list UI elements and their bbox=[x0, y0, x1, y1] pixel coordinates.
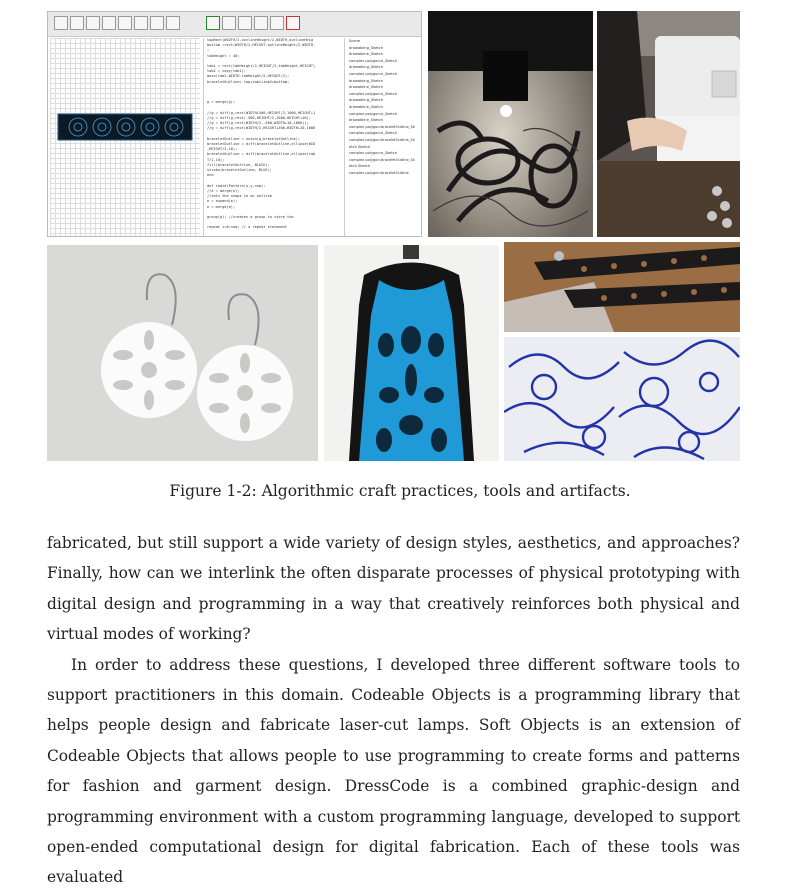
tree-item: complex polygon:braceletOutline bbox=[349, 170, 409, 175]
arrow-tool-icon bbox=[54, 16, 68, 30]
code-line: ,HEIGHT/2,10); bbox=[207, 147, 238, 152]
tree-item: complex polygon:e_Sketch bbox=[349, 111, 398, 116]
screenshot-code-editor bbox=[203, 38, 342, 236]
bracelet-photo-icon bbox=[504, 242, 740, 332]
code-line: //g = diff(g,rect(WIDTH+500,HEIGHT/2,1000,HEIGHT+1 bbox=[207, 110, 316, 115]
bracelet-photo bbox=[504, 242, 740, 332]
tree-item: complex polygon:braceletOutline_Sk bbox=[349, 124, 415, 129]
tree-item: Scene bbox=[349, 39, 360, 43]
tree-item: complex polygon:braceletOutline_Sk bbox=[349, 137, 415, 142]
code-line: stroke(braceletOutline, BLUE); bbox=[207, 168, 272, 173]
tree-item: complex polygon:e_Sketch bbox=[349, 131, 398, 136]
laser-cutter-photo-icon bbox=[428, 11, 593, 237]
code-line: end bbox=[207, 173, 214, 178]
screenshot-scene-tree bbox=[344, 38, 422, 236]
code-line: //g = diff(g,rect(WIDTH/2,HEIGHT+500,WIDTH+10,1000 bbox=[207, 126, 316, 131]
zoom-out-icon bbox=[102, 16, 116, 30]
export-icon bbox=[270, 16, 284, 30]
earrings-photo-icon bbox=[47, 245, 318, 461]
paragraph-continued: fabricated, but still support a wide variety of design styles, aesthetics, and approaches? Finally, how can we interlink the often disparate processes of physical prototyping with digital design and programming in a way that creatively reinforces both physical and virtual modes of working? bbox=[47, 534, 740, 644]
screenshot-canvas bbox=[50, 38, 200, 236]
code-line: tab1 = rect(tabHeight/2,HEIGHT/2,tabHeight,HEIGHT) bbox=[207, 64, 316, 69]
target-icon bbox=[134, 16, 148, 30]
code-line: fill(braceletOutline, BLACK); bbox=[207, 162, 270, 167]
code-line: bottom =rect(WIDTH/2,HEIGHT-outlineHeight/2,WIDTH, bbox=[207, 43, 316, 48]
code-line: //sets the shape to an outline bbox=[207, 194, 272, 199]
tree-item: drawable:e_Sketch bbox=[349, 85, 383, 90]
tree-item: drawable:g_Sketch bbox=[349, 45, 383, 50]
grid-icon bbox=[150, 16, 164, 30]
fabric-pattern-photo-icon bbox=[504, 337, 740, 461]
code-line: T/2,10); bbox=[207, 157, 225, 162]
figure-caption: Figure 1-2: Algorithmic craft practices, tools and artifacts. bbox=[169, 482, 631, 500]
code-line: //g = diff(g,rect(WIDTH/2,-500,WIDTH+10,1000)); bbox=[207, 121, 309, 126]
rotate-tool-icon bbox=[70, 16, 84, 30]
body-text bbox=[47, 528, 740, 893]
code-line: braceletOutline = diff(braceletOutline,ellipse(WID bbox=[207, 142, 316, 147]
new-file-icon bbox=[238, 16, 252, 30]
person-icon bbox=[286, 16, 300, 30]
earrings-photo bbox=[47, 245, 318, 461]
sewing-photo bbox=[597, 11, 740, 237]
code-line: topRect(WIDTH/2,outlineHeight/2,WIDTH,outlineHeig bbox=[207, 38, 314, 42]
code-line: group(g); //creates a group to store the bbox=[207, 214, 294, 219]
tree-item: complex polygon:e_Sketch bbox=[349, 91, 398, 96]
print-icon bbox=[166, 16, 180, 30]
tree-item: drawable:e_Sketch bbox=[349, 104, 383, 109]
tree-item: drawable:e_Sketch bbox=[349, 52, 383, 57]
code-line: //g = diff(g,rect(-500,HEIGHT/2,1000,HEIGHT+10); bbox=[207, 116, 311, 121]
dress-photo bbox=[324, 245, 499, 461]
screenshot-toolbar bbox=[48, 12, 421, 37]
tree-item: complex polygon:e_Sketch bbox=[349, 58, 398, 63]
code-line: braceletOutline = diff(braceletOutline,ellipse(tab bbox=[207, 152, 316, 157]
software-screenshot-panel bbox=[47, 11, 422, 237]
sewing-machine-photo-icon bbox=[597, 11, 740, 237]
code-line: repeat i=0:num; // a repeat statement bbox=[207, 225, 288, 230]
tree-item: etch Sketch bbox=[349, 164, 371, 169]
code-line: braceletOutline = union(g,braceletOutline); bbox=[207, 136, 301, 141]
pen-tool-icon bbox=[118, 16, 132, 30]
laser-cutting-photo bbox=[428, 11, 593, 237]
code-line: g = merge(g); bbox=[207, 100, 236, 105]
code-line: ; bbox=[207, 48, 210, 53]
fabric-pattern-photo bbox=[504, 337, 740, 461]
paragraph: In order to address these questions, I developed three different software tools to support practitioners in this domain. Codeable Objects is a programming library that helps people design and fabricate laser-cut lamps. Soft Objects is an extension of Codeable Objects that allows people to use programming to create forms and patterns for fashion and garment design. DressCode is a combined graphic-design and programming environment with a custom programming language, developed to support open-ended computational design for digital fabrication. Each of these tools was evaluated bbox=[47, 655, 740, 887]
code-line: move(tab2,WIDTH-tabHeight/2,HEIGHT/2); bbox=[207, 74, 290, 79]
code-line: tab2 = copy(tab1); bbox=[207, 69, 246, 74]
tree-item: drawable:g_Sketch bbox=[349, 78, 383, 83]
code-line: def radialPattern(x,y,num): bbox=[207, 183, 266, 188]
tree-item: drawable:e_Sketch bbox=[349, 118, 383, 123]
code-line: braceletOutline= top+tab1+tab2+bottom; bbox=[207, 79, 290, 84]
run-icon bbox=[206, 16, 220, 30]
tree-item: complex polygon:e_Sketch bbox=[349, 151, 398, 156]
code-line: e = merge(e); bbox=[207, 204, 236, 209]
tree-item: drawable:g_Sketch bbox=[349, 98, 383, 103]
dress-photo-icon bbox=[324, 245, 499, 461]
code-line: tabHeight = 40; bbox=[207, 53, 240, 58]
bracelet-design-preview bbox=[50, 38, 200, 236]
tree-item: etch Sketch bbox=[349, 144, 371, 149]
tree-item: complex polygon:e_Sketch bbox=[349, 71, 398, 76]
stop-icon bbox=[222, 16, 236, 30]
tree-item: drawable:g_Sketch bbox=[349, 65, 383, 70]
save-icon bbox=[254, 16, 268, 30]
tree-item: complex polygon:braceletOutline_Sk bbox=[349, 157, 415, 162]
code-line: //e = merge(e); bbox=[207, 188, 240, 193]
zoom-in-icon bbox=[86, 16, 100, 30]
code-line: e = expand(e); bbox=[207, 199, 238, 204]
